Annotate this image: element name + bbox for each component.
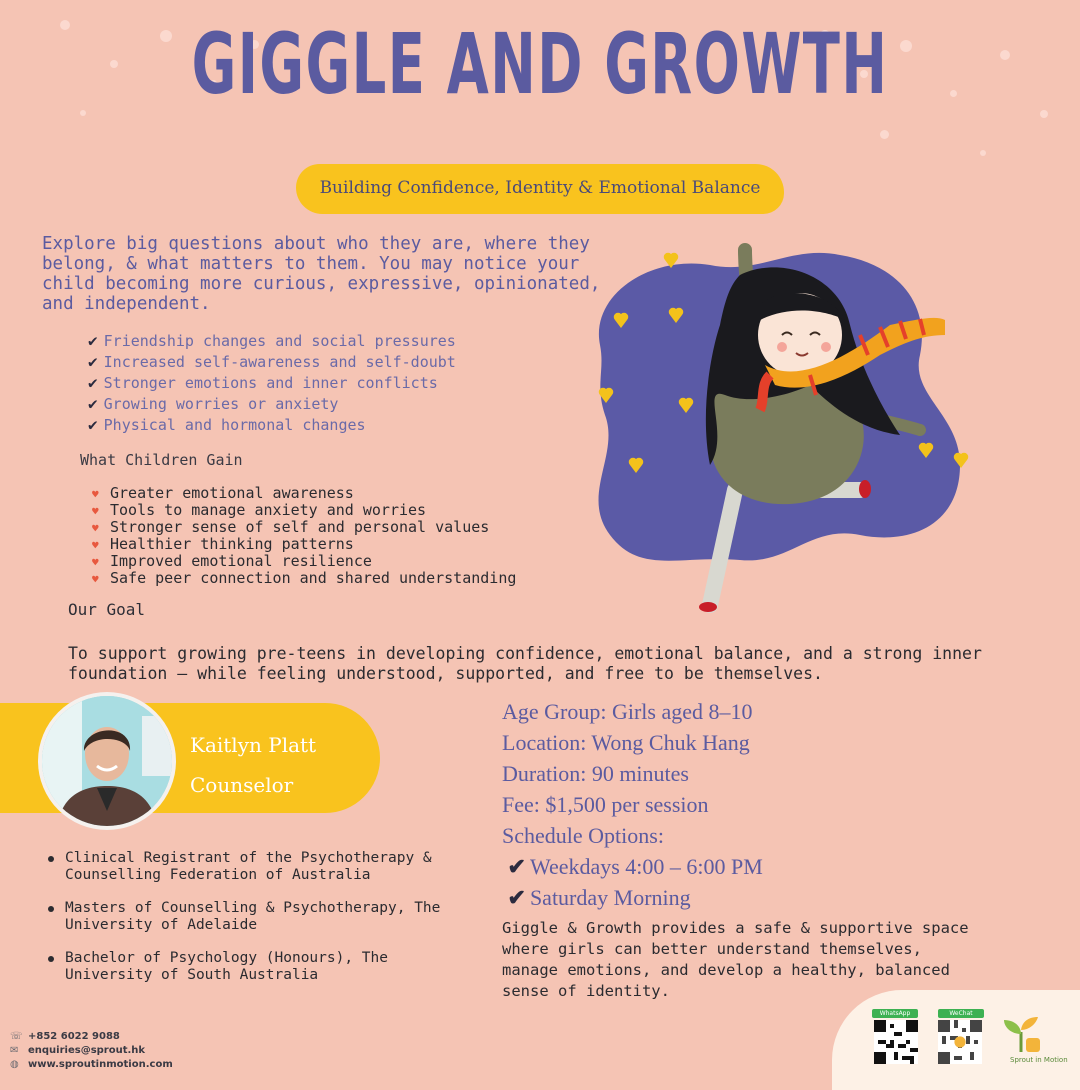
check-icon: ✔ [88,373,98,392]
girl-illustration [560,235,980,620]
counselor-photo [42,696,172,826]
list-item: ♥ Safe peer connection and shared understanding [92,569,517,587]
check-icon: ✔ [88,331,98,350]
gains-heading: What Children Gain [80,451,243,469]
subtitle: Building Confidence, Identity & Emotional Balance [319,178,761,198]
whatsapp-label: WhatsApp [872,1009,918,1018]
goal-text: To support growing pre-teens in developing confidence, emotional balance, and a strong inner foundation — while feeling understood, supported, and free to be themselves. [68,644,982,683]
heart-icon: ♥ [92,505,99,518]
list-item: Clinical Registrant of the Psychotherapy & Counselling Federation of Australia [42,850,462,884]
heart-icon: ♥ [92,488,99,501]
check-icon: ✔ [88,394,98,413]
goal-heading: Our Goal [68,600,146,619]
list-item: ♥ Improved emotional resilience [92,552,372,570]
duration: Duration: 90 minutes [502,761,689,786]
fee: Fee: $1,500 per session [502,792,709,817]
list-item: ✔ Friendship changes and social pressures [88,331,456,350]
list-item: ✔ Physical and hormonal changes [88,415,366,434]
qr-icon [938,1020,982,1064]
counselor-name: Kaitlyn Platt [190,733,317,757]
intro-text: Explore big questions about who they are, where they belong, & what matters to them. You may notice your child becoming more curious, expressive, opinionated, and independent. [42,234,601,314]
schedule-option: ✔ Weekdays 4:00 – 6:00 PM [507,854,763,879]
program-summary: Giggle & Growth provides a safe & supportive space where girls can better understand themselves, manage emotions, and develop a healthy, balanced sense of identity. [502,919,969,1000]
contact-phone[interactable]: ☏ +852 6022 9088 [10,1031,120,1042]
sprout-logo-icon [996,1012,1046,1056]
program-details [502,696,763,913]
check-icon: ✔ [507,854,526,879]
qr-icon [874,1020,918,1064]
list-item: Bachelor of Psychology (Honours), The University of South Australia [42,950,462,984]
list-item: ♥ Tools to manage anxiety and worries [92,501,427,519]
check-icon: ✔ [88,415,98,434]
counselor-role: Counselor [190,773,294,797]
list-item: ♥ Greater emotional awareness [92,484,354,502]
wechat-label: WeChat [938,1009,984,1018]
contact-info [10,1030,173,1072]
schedule-option: ✔ Saturday Morning [507,885,691,910]
heart-icon: ♥ [92,556,99,569]
email-icon: ✉ [10,1045,19,1056]
check-icon: ✔ [88,352,98,371]
whatsapp-qr-code[interactable] [874,1020,918,1064]
brand-name: Sprout in Motion [1010,1056,1068,1064]
list-item: ♥ Stronger sense of self and personal values [92,518,490,536]
list-item: ✔ Increased self-awareness and self-doubt [88,352,456,371]
gains-list [92,485,516,587]
credentials-list [42,850,462,1000]
check-icon: ✔ [507,885,526,910]
contact-email[interactable]: ✉ enquiries@sprout.hk [10,1045,146,1056]
phone-icon: ☏ [10,1031,23,1042]
heart-icon: ♥ [92,539,99,552]
list-item: ✔ Stronger emotions and inner conflicts [88,373,438,392]
avatar [42,696,172,826]
list-item: ✔ Growing worries or anxiety [88,394,339,413]
page-title: GIGGLE AND GROWTH [191,15,889,113]
contact-website[interactable]: ◍ www.sproutinmotion.com [10,1059,173,1070]
list-item: Masters of Counselling & Psychotherapy, The University of Adelaide [42,900,462,934]
location: Location: Wong Chuk Hang [502,730,750,755]
schedule-label: Schedule Options: [502,823,664,848]
list-item: ♥ Healthier thinking patterns [92,535,354,553]
concerns-list [88,330,456,435]
heart-icon: ♥ [92,573,99,586]
wechat-qr-code[interactable] [938,1020,982,1064]
age-group: Age Group: Girls aged 8–10 [502,699,753,724]
globe-icon: ◍ [10,1059,19,1070]
heart-icon: ♥ [92,522,99,535]
